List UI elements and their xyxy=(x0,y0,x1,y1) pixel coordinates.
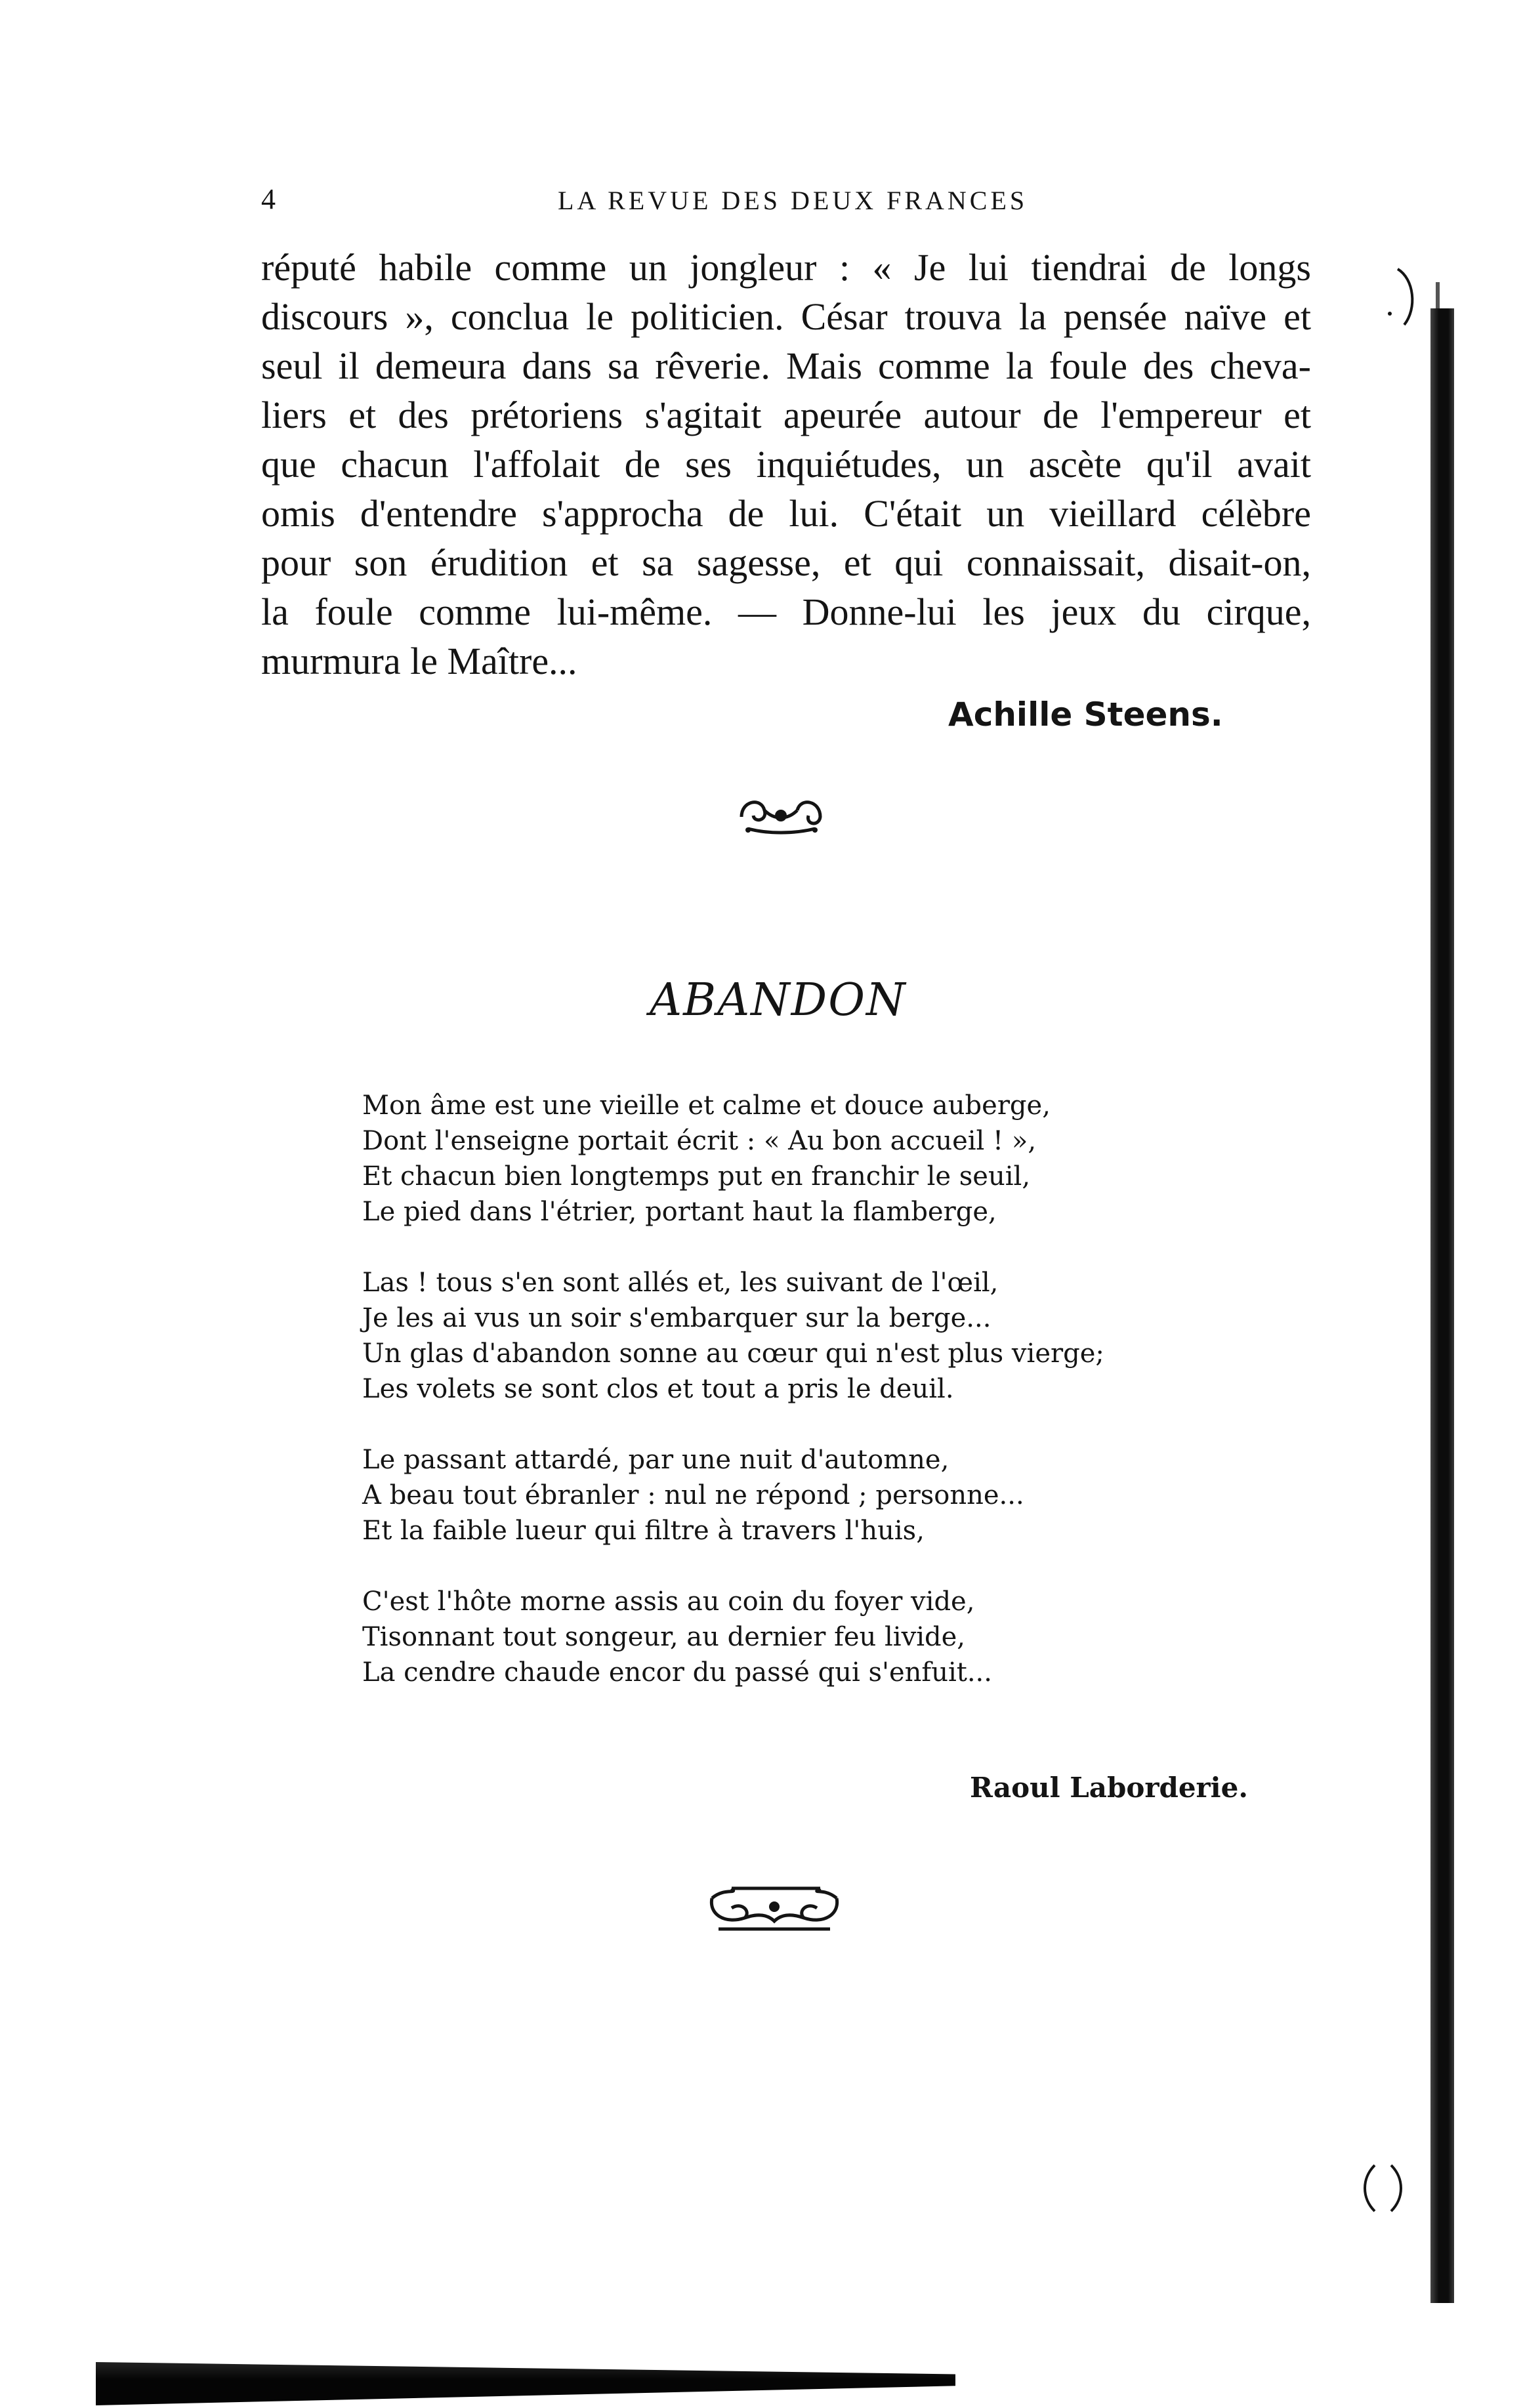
poem-title: ABANDON xyxy=(650,974,907,1026)
prose-line: seul il demeura dans sa rêverie. Mais comme la foule des cheva- xyxy=(261,344,1311,387)
ornament-tailpiece-icon xyxy=(705,1882,843,1934)
prose-line: pour son érudition et sa sagesse, et qui connaissait, disait-on, xyxy=(261,541,1311,584)
scan-bottom-shadow xyxy=(96,2362,955,2405)
poem-verse: Et chacun bien longtemps put en franchir le seuil, xyxy=(362,1161,1031,1192)
scan-margin-shadow xyxy=(1430,308,1454,2303)
poem-signature: Raoul Laborderie. xyxy=(970,1772,1248,1804)
poem-verse: Et la faible lueur qui filtre à travers l'huis, xyxy=(362,1516,925,1546)
prose-line: liers et des prétoriens s'agitait apeurée autour de l'empereur et xyxy=(261,394,1311,436)
poem-verse: Las ! tous s'en sont allés et, les suivant de l'œil, xyxy=(362,1268,999,1298)
poem-verse: Les volets se sont clos et tout a pris le deuil. xyxy=(362,1374,954,1404)
scan-bracket-mark-icon xyxy=(1385,262,1424,341)
poem-verse: Dont l'enseigne portait écrit : « Au bon accueil ! », xyxy=(362,1126,1037,1156)
prose-line: discours », conclua le politicien. César trouva la pensée naïve et xyxy=(261,295,1311,338)
poem-verse: Tisonnant tout songeur, au dernier feu livide, xyxy=(362,1622,965,1652)
poem-verse: Mon âme est une vieille et calme et douce auberge, xyxy=(362,1090,1051,1121)
ornament-scroll-icon xyxy=(735,791,827,837)
prose-paragraph xyxy=(261,243,1311,686)
poem-stanza xyxy=(362,1442,1104,1548)
poem-stanza xyxy=(362,1265,1104,1407)
prose-signature: Achille Steens. xyxy=(948,695,1223,734)
prose-line: que chacun l'affolait de ses inquiétudes, un ascète qu'il avait xyxy=(261,443,1311,486)
prose-line: omis d'entendre s'approcha de lui. C'était un vieillard célèbre xyxy=(261,492,1311,535)
poem-verse: Le passant attardé, par une nuit d'automne, xyxy=(362,1445,949,1475)
poem-verse: Un glas d'abandon sonne au cœur qui n'est plus vierge; xyxy=(362,1339,1104,1369)
prose-line: la foule comme lui-même. — Donne-lui les jeux du cirque, xyxy=(261,591,1311,633)
prose-line: murmura le Maître... xyxy=(261,640,577,682)
poem-stanza xyxy=(362,1584,1104,1690)
poem xyxy=(362,1088,1104,1726)
poem-verse: A beau tout ébranler : nul ne répond ; personne... xyxy=(362,1480,1024,1510)
poem-verse: La cendre chaude encor du passé qui s'enfuit... xyxy=(362,1657,992,1688)
poem-verse: Le pied dans l'étrier, portant haut la flamberge, xyxy=(362,1197,997,1227)
poem-stanza xyxy=(362,1088,1104,1230)
prose-line: réputé habile comme un jongleur : « Je lui tiendrai de longs xyxy=(261,246,1311,289)
running-title: LA REVUE DES DEUX FRANCES xyxy=(558,186,1028,215)
poem-verse: C'est l'hôte morne assis au coin du foyer vide, xyxy=(362,1587,975,1617)
scan-parenthesis-mark-icon xyxy=(1358,2159,1411,2218)
page-number: 4 xyxy=(261,183,276,215)
poem-verse: Je les ai vus un soir s'embarquer sur la berge... xyxy=(362,1303,991,1333)
